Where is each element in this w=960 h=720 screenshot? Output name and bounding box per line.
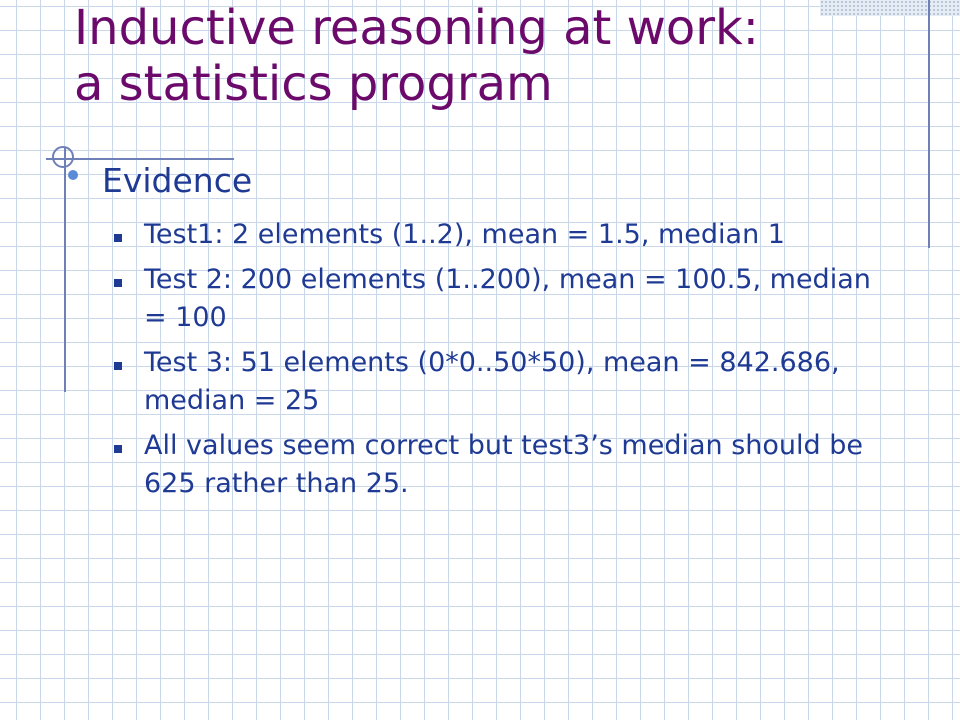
slide-title	[74, 0, 914, 112]
list-item	[114, 261, 884, 337]
list-item-text: Test 3: 51 elements (0*0..50*50), mean = 842.686, median = 25	[144, 347, 840, 416]
slide-title-line-2: a statistics program	[74, 56, 553, 112]
round-bullet-icon	[68, 170, 78, 180]
list-item-text: All values seem correct but test3’s median should be 625 rather than 25.	[144, 430, 864, 499]
decorative-vertical-line-left	[64, 148, 66, 392]
list-item	[114, 216, 884, 254]
slide-title-line-1: Inductive reasoning at work:	[74, 0, 759, 56]
list-item	[114, 427, 884, 503]
list-item-text: Test 2: 200 elements (1..200), mean = 100.5, median = 100	[144, 264, 871, 333]
square-bullet-icon	[114, 445, 122, 453]
list-item	[114, 344, 884, 420]
evidence-list	[114, 216, 884, 510]
circle-ornament-icon	[52, 146, 74, 168]
square-bullet-icon	[114, 362, 122, 370]
square-bullet-icon	[114, 279, 122, 287]
decorative-vertical-line-right	[928, 0, 930, 248]
square-bullet-icon	[114, 234, 122, 242]
list-item-text: Test1: 2 elements (1..2), mean = 1.5, median 1	[144, 219, 785, 250]
evidence-heading: Evidence	[102, 161, 253, 200]
